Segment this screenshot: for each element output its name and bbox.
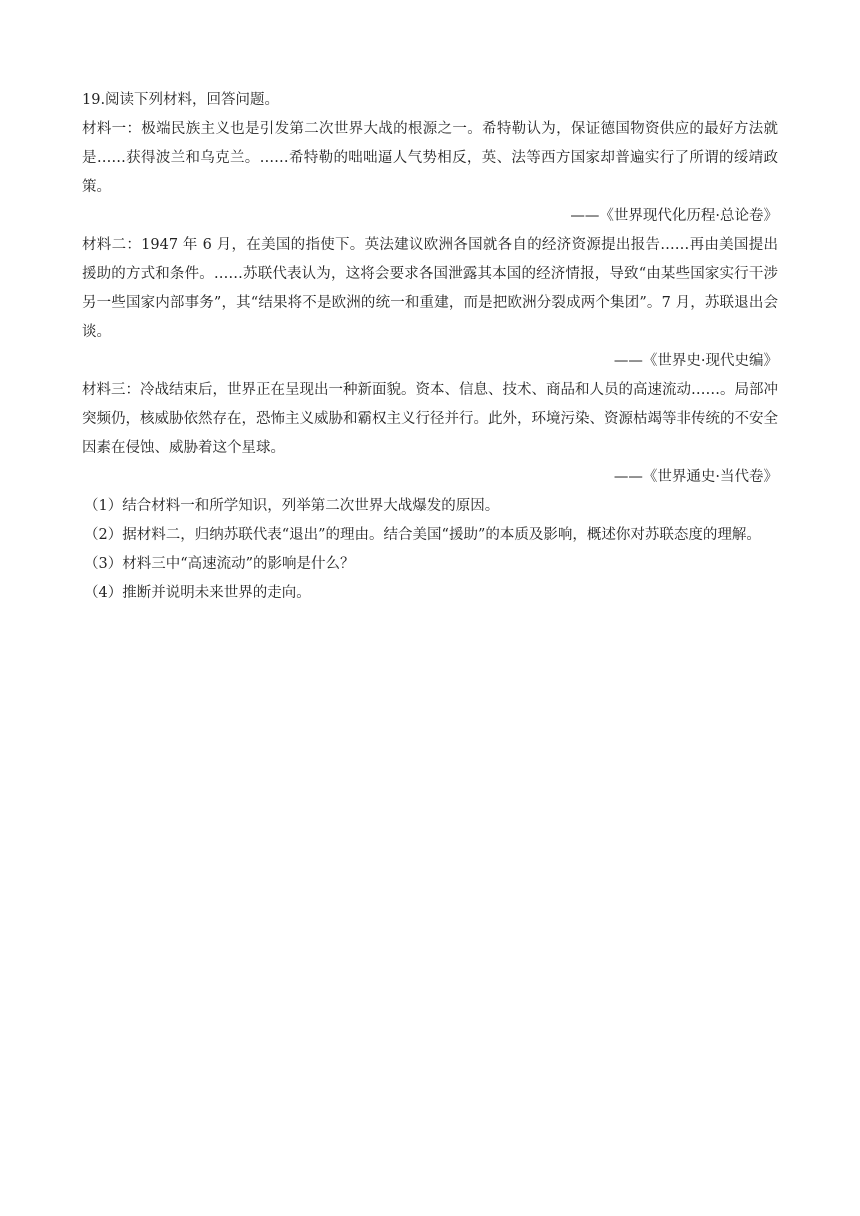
exam-question <box>82 86 778 608</box>
material-2 <box>82 231 778 376</box>
sub-questions <box>82 492 778 608</box>
question-header: 19.阅读下列材料，回答问题。 <box>82 92 280 108</box>
sub-question-4: （4）推断并说明未来世界的走向。 <box>84 585 311 601</box>
material-3-text: 材料三：冷战结束后，世界正在呈现出一种新面貌。资本、信息、技术、商品和人员的高速流动……。局部冲突频仍，核威胁依然存在，恐怖主义威胁和霸权主义行径并行。此外，环境污染、资源枯竭等非传统的不安全因素在侵蚀、威胁着这个星球。 <box>82 382 778 456</box>
sub-question-1: （1）结合材料一和所学知识，列举第二次世界大战爆发的原因。 <box>84 498 500 514</box>
sub-question-3: （3）材料三中“高速流动”的影响是什么？ <box>84 556 355 572</box>
material-3 <box>82 376 778 492</box>
sub-question-2: （2）据材料二，归纳苏联代表“退出”的理由。结合美国“援助”的本质及影响，概述你对苏联态度的理解。 <box>84 527 761 543</box>
material-3-source: ——《世界通史·当代卷》 <box>613 469 778 485</box>
material-1 <box>82 115 778 231</box>
material-1-source: ——《世界现代化历程·总论卷》 <box>570 208 778 224</box>
material-1-text: 材料一：极端民族主义也是引发第二次世界大战的根源之一。希特勒认为，保证德国物资供应的最好方法就是……获得波兰和乌克兰。……希特勒的咄咄逼人气势相反，英、法等西方国家却普遍实行了所谓的绥靖政策。 <box>82 121 778 195</box>
material-2-text: 材料二：1947 年 6 月，在美国的指使下。英法建议欧洲各国就各自的经济资源提出报告……再由美国提出援助的方式和条件。……苏联代表认为，这将会要求各国泄露其本国的经济情报，导致“由某些国家实行干涉另一些国家内部事务”，其“结果将不是欧洲的统一和重建，而是把欧洲分裂成两个集团”。7 月，苏联退出会谈。 <box>82 237 778 340</box>
material-2-source: ——《世界史·现代史编》 <box>613 353 778 369</box>
